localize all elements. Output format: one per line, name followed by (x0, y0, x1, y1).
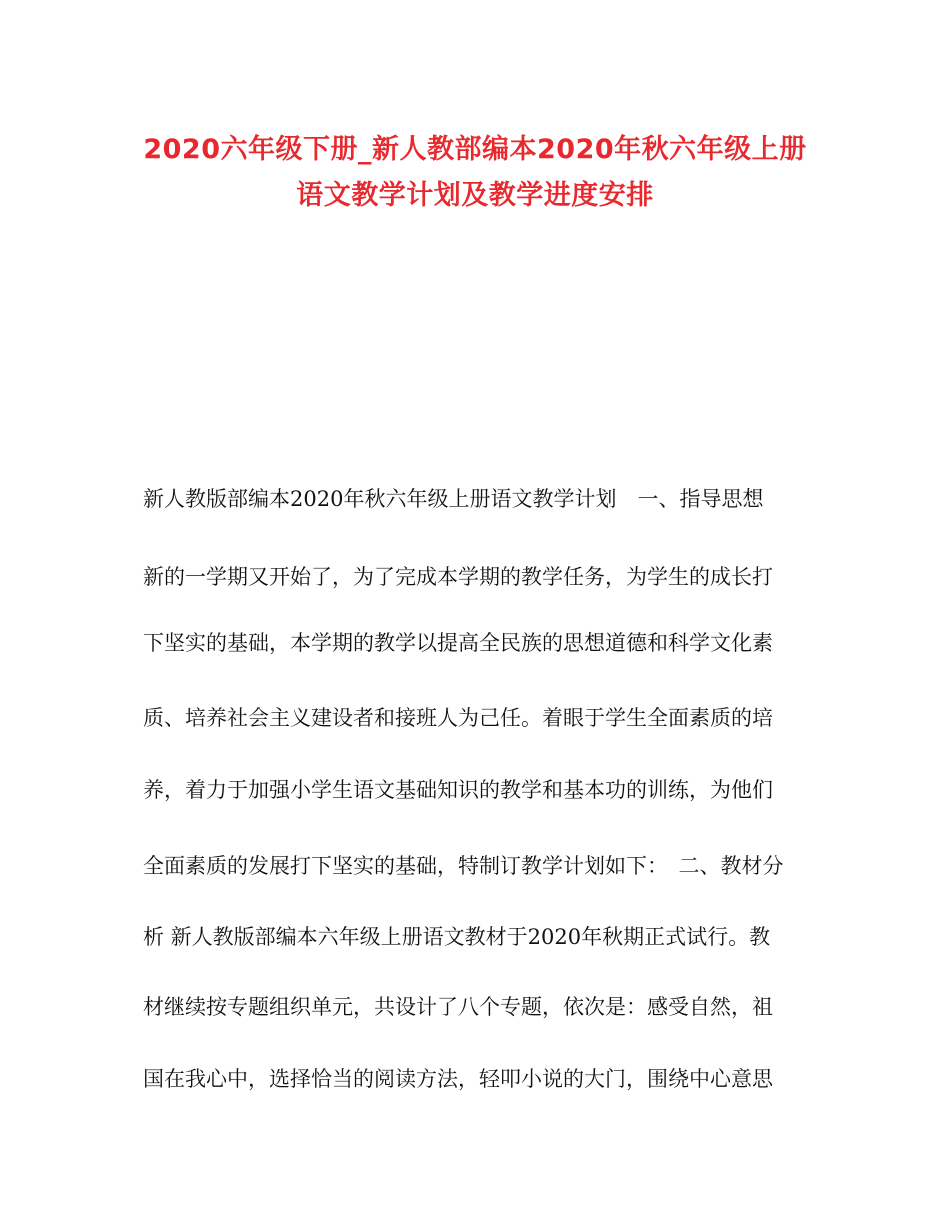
body-line-6: 全面素质的发展打下坚实的基础，特制订教学计划如下： 二、教材分 (143, 854, 784, 878)
body-line-4: 质、培养社会主义建设者和接班人为己任。着眼于学生全面素质的培 (143, 706, 773, 730)
body-line-2: 新的一学期又开始了，为了完成本学期的教学任务，为学生的成长打 (143, 565, 773, 589)
body-line-8: 材继续按专题组织单元，共设计了八个专题，依次是：感受自然，祖 (143, 995, 773, 1019)
body-line-3: 下坚实的基础，本学期的教学以提高全民族的思想道德和科学文化素 (143, 631, 773, 655)
body-line-5: 养，着力于加强小学生语文基础知识的教学和基本功的训练，为他们 (143, 778, 773, 802)
body-line-1: 新人教版部编本2020年秋六年级上册语文教学计划 一、指导思想 (143, 487, 764, 511)
document-title-line-2: 语文教学计划及教学进度安排 (296, 180, 654, 211)
body-line-7: 析 新人教版部编本六年级上册语文教材于2020年秋期正式试行。教 (143, 925, 771, 949)
document-title-line-1: 2020六年级下册_新人教部编本2020年秋六年级上册 (143, 134, 807, 165)
body-line-9: 国在我心中，选择恰当的阅读方法，轻叩小说的大门，围绕中心意思 (143, 1067, 773, 1091)
